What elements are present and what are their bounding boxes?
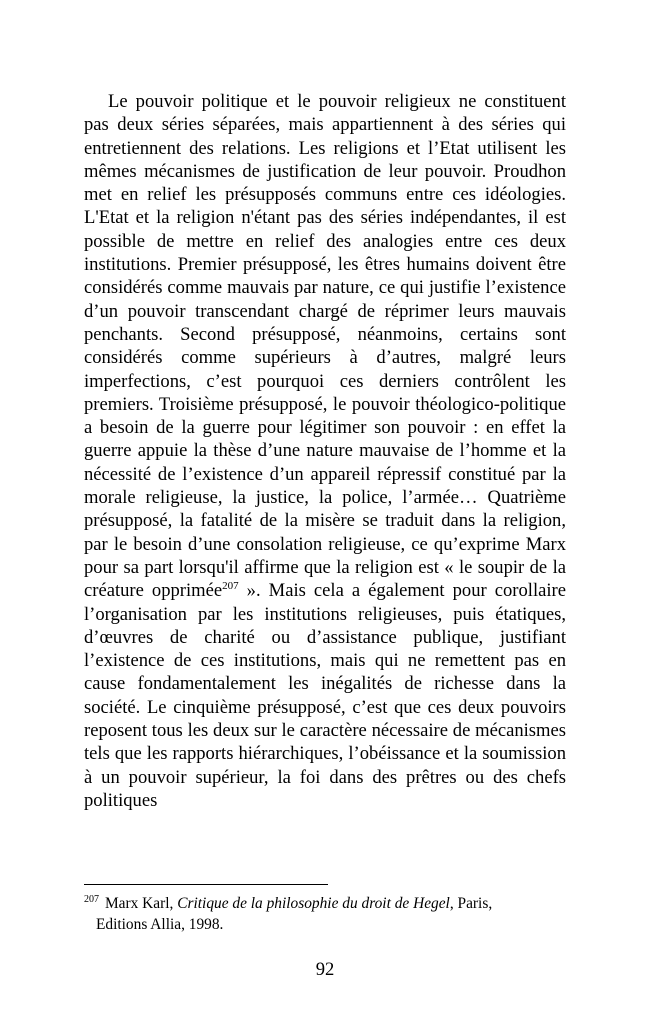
page-body (84, 90, 566, 812)
main-paragraph (84, 90, 566, 812)
footnote-reference[interactable]: 207 (222, 580, 239, 593)
footnote (84, 893, 566, 935)
footnote-title: Critique de la philosophie du droit de Hegel (177, 895, 450, 912)
footnote-number: 207 (84, 894, 99, 905)
paragraph-text-end: ». Mais cela a également pour corollaire l’organisation par les institutions religieuses, puis étatiques, d’œuvres de charité ou d’assistance publique, justifiant l’existence de ces institutions, mais qui ne remettent pas en cause fondamentalement les inégalités de richesse dans la société. Le cinquième présupposé, c’est que ces deux pouvoirs reposent tous les deux sur le caractère nécessaire de mécanismes tels que les rapports hiérarchiques, l’obéissance et la soumission à un pouvoir supérieur, la foi dans des prêtres ou des chefs politiques (84, 580, 566, 811)
footnote-publisher-line2: Editions Allia, 1998. (96, 916, 224, 933)
footnote-author: Marx Karl, (105, 895, 174, 912)
page-number: 92 (315, 959, 335, 980)
footnote-publisher-line1: , Paris, (449, 895, 493, 912)
footnote-separator (84, 884, 328, 885)
paragraph-text-start: Le pouvoir politique et le pouvoir religieux ne constituent pas deux séries séparées, mais appartiennent à des séries qui entretiennent des relations. Les religions et l’Etat utilisent les mêmes mécanismes de justification de leur pouvoir. Proudhon met en relief les présupposés communs entre ces idéologies. L'Etat et la religion n'étant pas des séries indépendantes, il est possible de mettre en relief des analogies entre ces deux institutions. Premier présupposé, les êtres humains doivent être considérés comme mauvais par nature, ce qui justifie l’existence d’un pouvoir transcendant chargé de réprimer leurs mauvais penchants. Second présupposé, néanmoins, certains sont considérés comme supérieurs à d’autres, malgré leurs imperfections, c’est pourquoi ces derniers contrôlent les premiers. Troisième présupposé, le pouvoir théologico-politique a besoin de la guerre pour légitimer son pouvoir : en effet la guerre appuie la thèse d’une nature mauvaise de l’homme et la nécessité de l’existence d’un appareil répressif constitué par la morale religieuse, la justice, la police, l’armée… Quatrième présupposé, la fatalité de la misère se traduit dans la religion, par le besoin d’une consolation religieuse, ce qu’exprime Marx pour sa part lorsqu'il affirme que la religion est « le soupir de la créature opprimée (84, 91, 566, 602)
